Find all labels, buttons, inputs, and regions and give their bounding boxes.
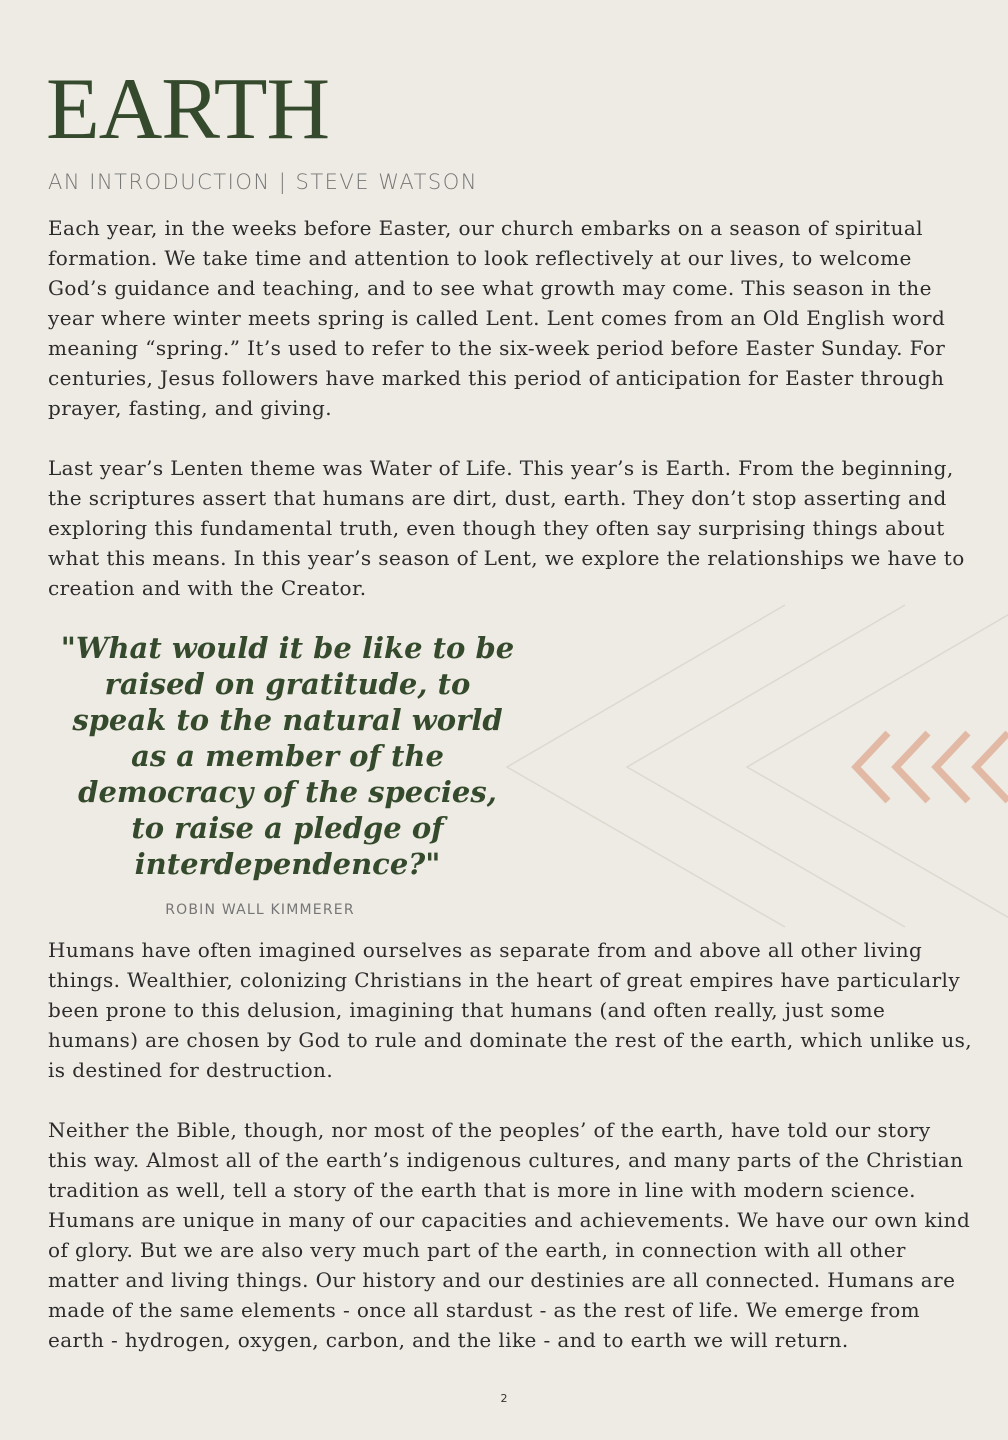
page-title: EARTH [46, 61, 330, 158]
accent-chevron-2 [896, 733, 928, 801]
accent-chevron-4 [976, 733, 1008, 801]
page-subtitle: AN INTRODUCTION | STEVE WATSON [48, 170, 478, 194]
outline-chevron-2 [627, 605, 905, 927]
outline-chevron-3 [747, 605, 1008, 927]
quote-attribution: ROBIN WALL KIMMERER [165, 902, 355, 918]
accent-chevron-1 [856, 733, 888, 801]
outline-chevron-1 [507, 605, 785, 927]
accent-chevron-3 [936, 733, 968, 801]
intro-paragraph-2: Last year’s Lenten theme was Water of Life. This year’s is Earth. From the beginning, the scriptures assert that humans are dirt, dust, earth. They don’t stop asserting and exploring this fundamental truth, even though they often say surprising things about what this means. In this year’s season of Lent, we explore the relationships we have to creation and with the Creator. [48, 456, 965, 600]
page-number: 2 [500, 1392, 508, 1405]
accent-chevrons [856, 733, 1008, 801]
pull-quote: "What would it be like to be raised on gratitude, to speak to the natural world as a member of the democracy of the species, to raise a pledge of interdependence?" [60, 631, 515, 881]
body-paragraph-3: Humans have often imagined ourselves as separate from and above all other living things. Wealthier, colonizing Christians in the heart of great empires have particularly been prone to this delusion, imagining that humans (and often really, just some humans) are chosen by God to rule and dominate the rest of the earth, which unlike us, is destined for destruction. [48, 938, 973, 1082]
body-paragraph-4: Neither the Bible, though, nor most of the peoples’ of the earth, have told our story this way. Almost all of the earth’s indigenous cultures, and many parts of the Christian tradition as well, tell a story of the earth that is more in line with modern science. Humans are unique in many of our capacities and achievements. We have our own kind of glory. But we are also very much part of the earth, in connection with all other matter and living things. Our history and our destinies are all connected. Humans are made of the same elements - once all stardust - as the rest of life. We emerge from earth - hydrogen, oxygen, carbon, and the like - and to earth we will return. [48, 1118, 971, 1352]
chevron-decoration [490, 600, 1008, 930]
intro-paragraph-1: Each year, in the weeks before Easter, our church embarks on a season of spiritual formation. We take time and attention to look reflectively at our lives, to welcome God’s guidance and teaching, and to see what growth may come. This season in the year where winter meets spring is called Lent. Lent comes from an Old English word meaning “spring.” It’s used to refer to the six-week period before Easter Sunday. For centuries, Jesus followers have marked this period of anticipation for Easter through prayer, fasting, and giving. [48, 216, 946, 420]
